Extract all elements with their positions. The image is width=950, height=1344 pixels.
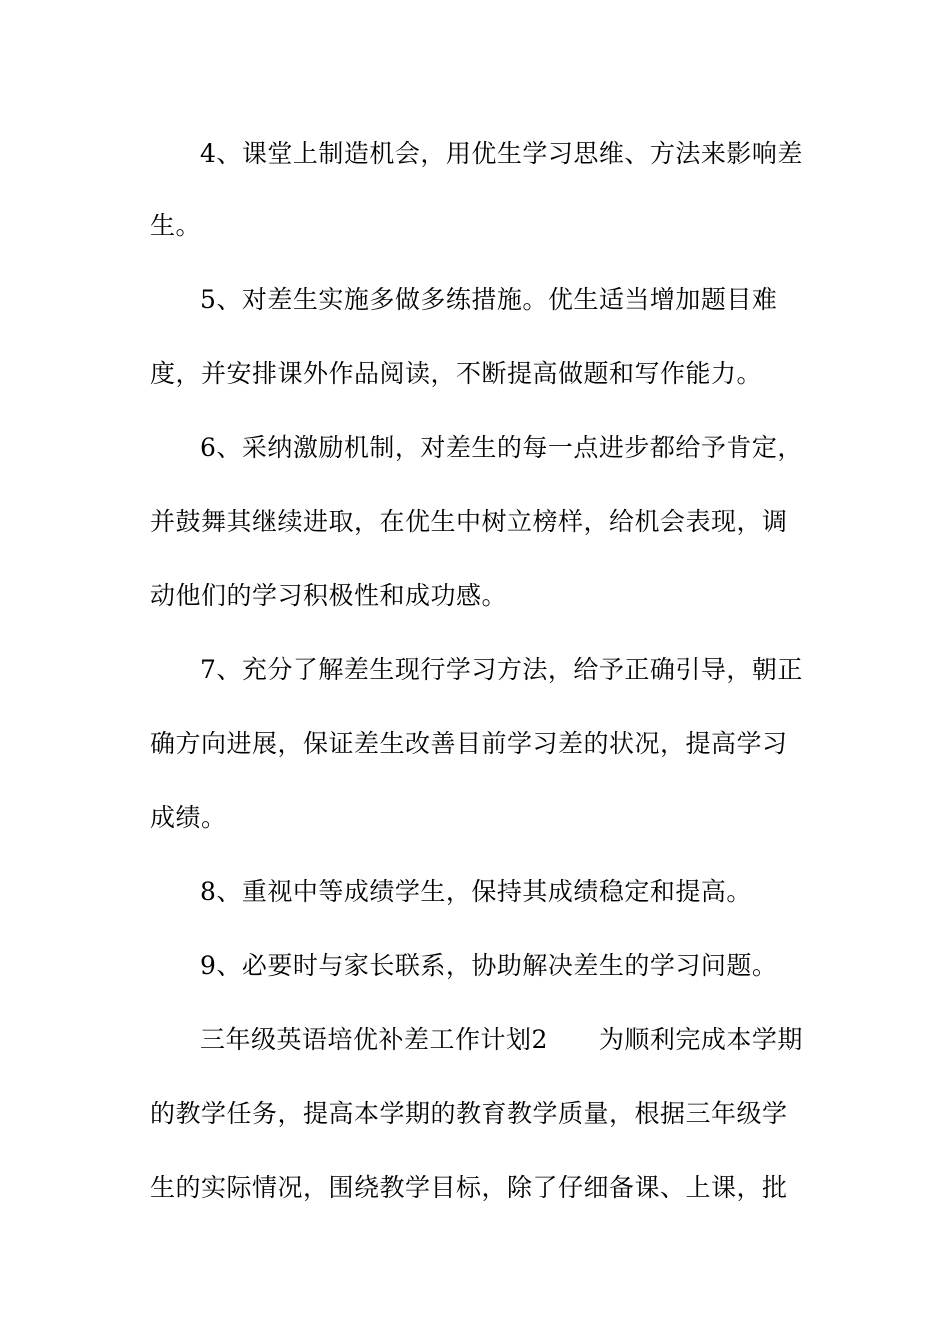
text-line: 确方向进展，保证差生改善目前学习差的状况，提高学习 bbox=[150, 729, 788, 758]
text-line: 的教学任务，提高本学期的教育教学质量，根据三年级学 bbox=[150, 1099, 788, 1128]
text-line: 成绩。 bbox=[150, 803, 227, 832]
text-line: 5、对差生实施多做多练措施。优生适当增加题目难 bbox=[200, 285, 778, 314]
text-line: 并鼓舞其继续进取，在优生中树立榜样，给机会表现，调 bbox=[150, 507, 788, 536]
text-line: 9、必要时与家长联系，协助解决差生的学习问题。 bbox=[200, 951, 778, 980]
text-line: 三年级英语培优补差工作计划2 为顺利完成本学期 bbox=[200, 1025, 803, 1054]
text-line: 生的实际情况，围绕教学目标，除了仔细备课、上课，批 bbox=[150, 1173, 788, 1202]
text-line: 6、采纳激励机制，对差生的每一点进步都给予肯定， bbox=[200, 433, 803, 462]
text-line: 8、重视中等成绩学生，保持其成绩稳定和提高。 bbox=[200, 877, 752, 906]
text-line: 动他们的学习积极性和成功感。 bbox=[150, 581, 508, 610]
text-line: 生。 bbox=[150, 211, 202, 240]
text-line: 度，并安排课外作品阅读，不断提高做题和写作能力。 bbox=[150, 359, 763, 388]
text-line: 7、充分了解差生现行学习方法，给予正确引导，朝正 bbox=[200, 655, 803, 684]
text-line: 4、课堂上制造机会，用优生学习思维、方法来影响差 bbox=[200, 139, 803, 168]
